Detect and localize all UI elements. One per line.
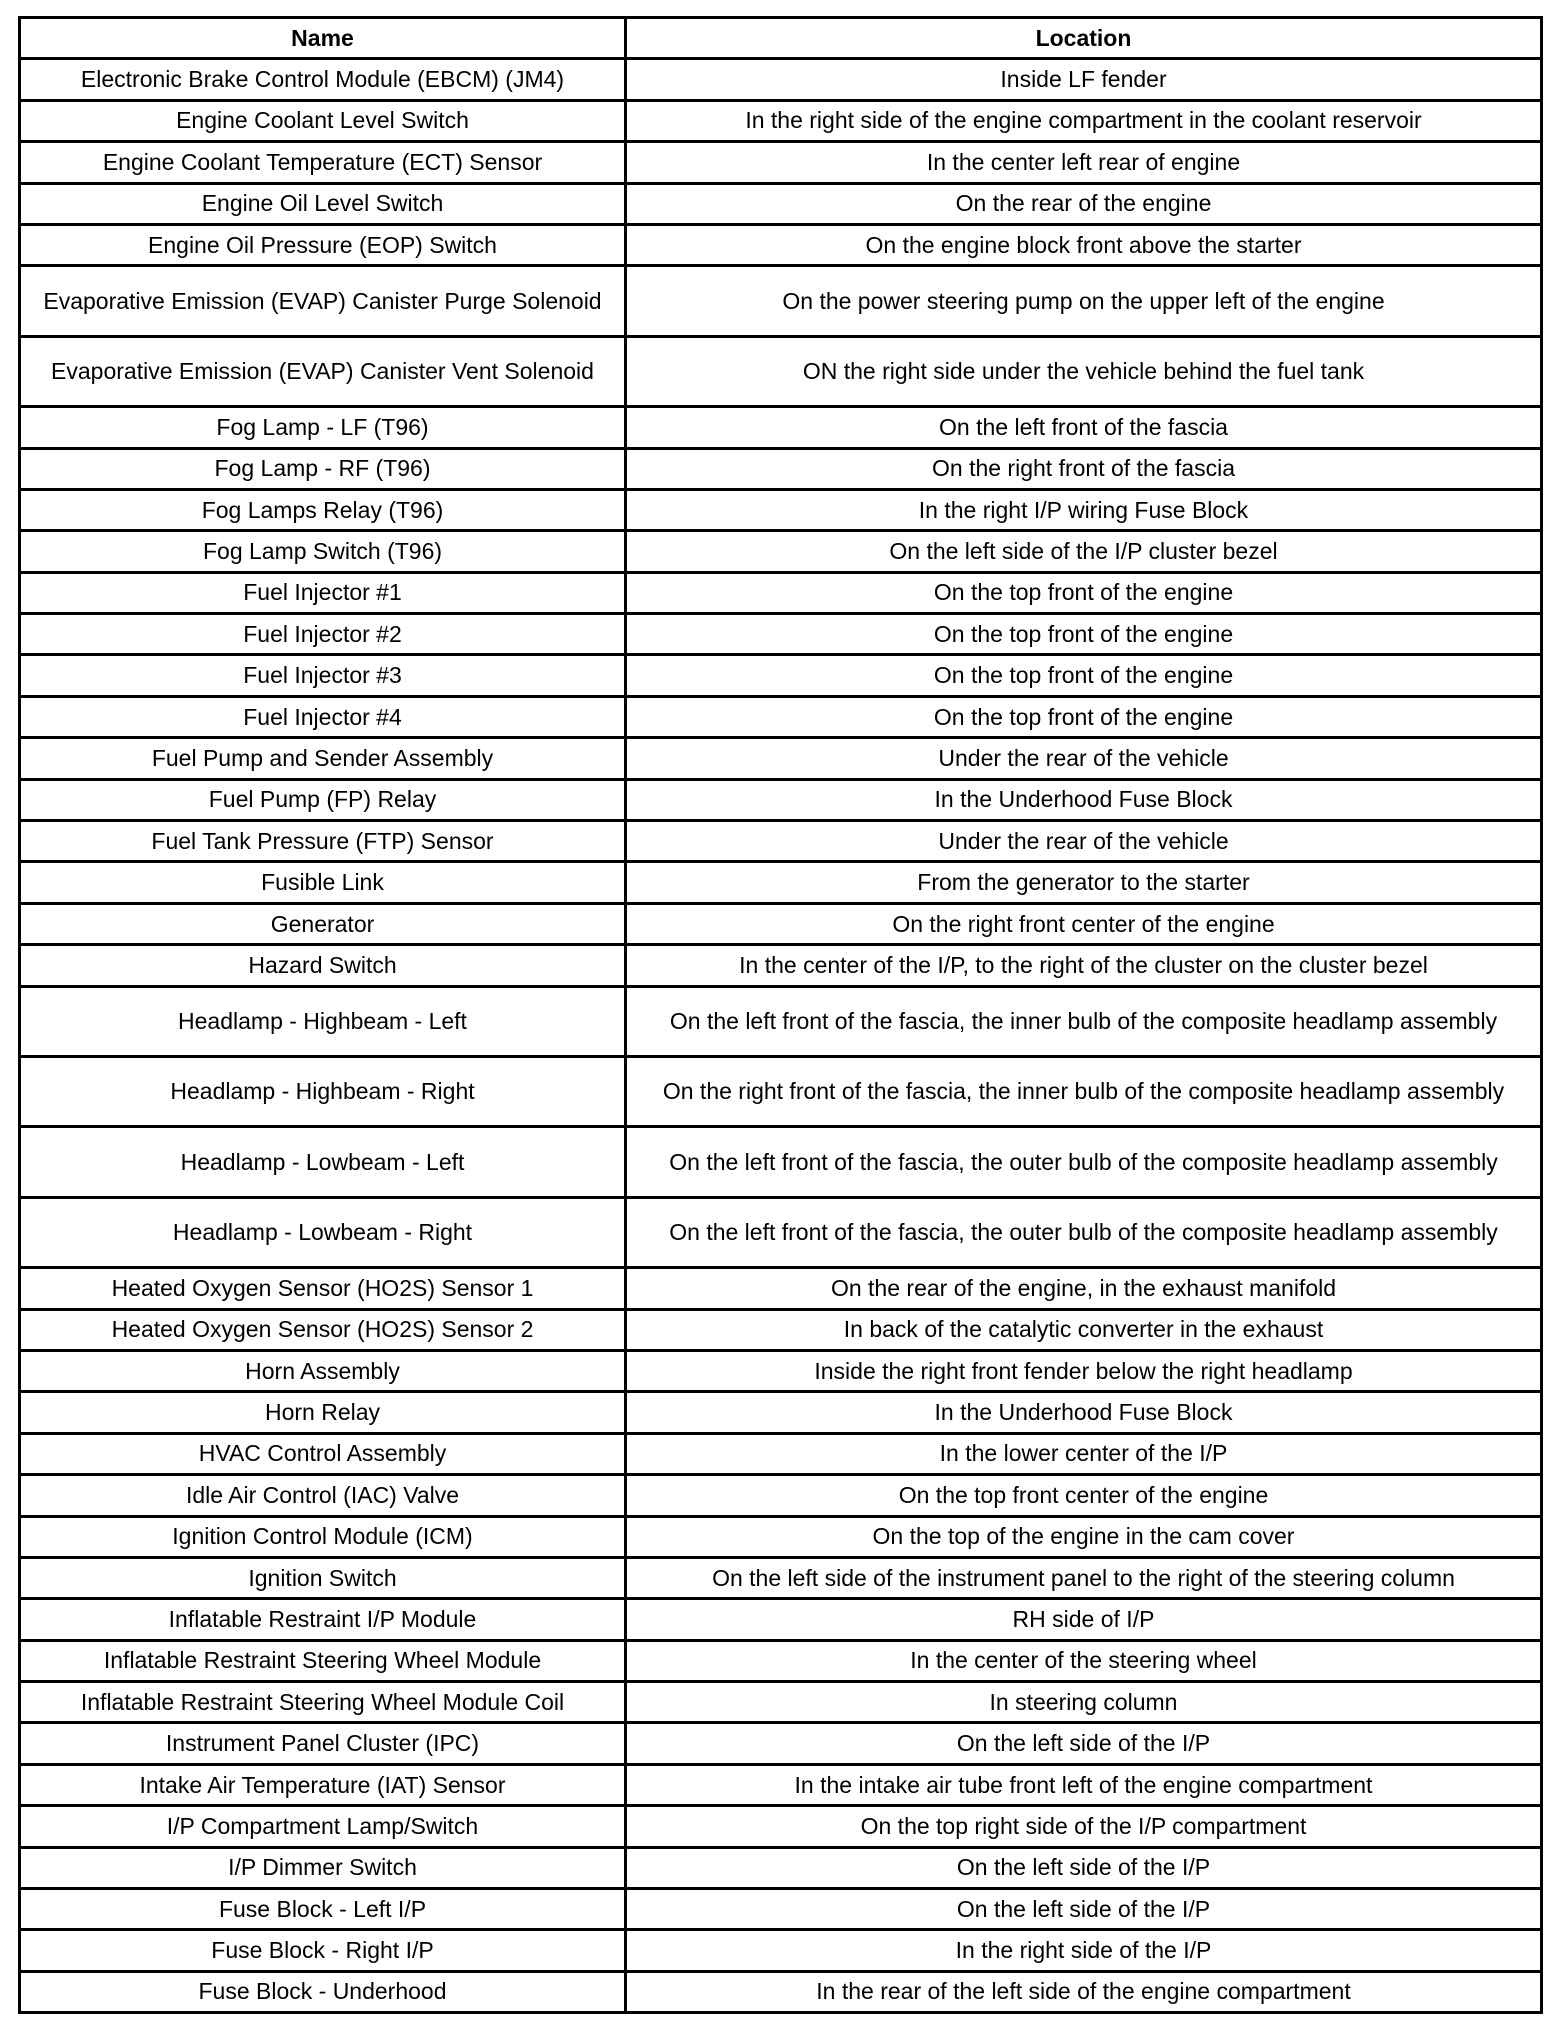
component-name-cell: Fog Lamps Relay (T96) bbox=[20, 489, 626, 530]
component-location-cell: ON the right side under the vehicle behind the fuel tank bbox=[626, 336, 1542, 406]
table-row bbox=[20, 489, 1542, 530]
component-location-cell: In the right side of the I/P bbox=[626, 1930, 1542, 1971]
component-location-cell: On the left side of the I/P bbox=[626, 1723, 1542, 1764]
component-name-cell: I/P Compartment Lamp/Switch bbox=[20, 1806, 626, 1847]
component-name-cell: Ignition Switch bbox=[20, 1557, 626, 1598]
table-row bbox=[20, 531, 1542, 572]
component-name-cell: Fuel Injector #4 bbox=[20, 696, 626, 737]
table-row bbox=[20, 945, 1542, 986]
component-location-cell: On the left front of the fascia, the outer bulb of the composite headlamp assembly bbox=[626, 1197, 1542, 1267]
component-name-cell: Headlamp - Lowbeam - Right bbox=[20, 1197, 626, 1267]
component-location-cell: On the top front of the engine bbox=[626, 696, 1542, 737]
component-name-cell: Idle Air Control (IAC) Valve bbox=[20, 1475, 626, 1516]
component-location-cell: On the top right side of the I/P compartment bbox=[626, 1806, 1542, 1847]
table-row bbox=[20, 266, 1542, 336]
component-location-cell: In the Underhood Fuse Block bbox=[626, 779, 1542, 820]
component-location-cell: On the left side of the I/P bbox=[626, 1847, 1542, 1888]
table-row bbox=[20, 1309, 1542, 1350]
table-row bbox=[20, 655, 1542, 696]
table-row bbox=[20, 1847, 1542, 1888]
table-row bbox=[20, 100, 1542, 141]
component-location-cell: From the generator to the starter bbox=[626, 862, 1542, 903]
component-location-cell: On the left front of the fascia bbox=[626, 407, 1542, 448]
table-row bbox=[20, 614, 1542, 655]
component-location-cell: On the left side of the I/P cluster bezel bbox=[626, 531, 1542, 572]
component-name-cell: HVAC Control Assembly bbox=[20, 1433, 626, 1474]
component-name-cell: Ignition Control Module (ICM) bbox=[20, 1516, 626, 1557]
component-location-cell: In the intake air tube front left of the engine compartment bbox=[626, 1764, 1542, 1805]
table-row bbox=[20, 142, 1542, 183]
component-location-cell: In back of the catalytic converter in the exhaust bbox=[626, 1309, 1542, 1350]
component-location-cell: In the center left rear of engine bbox=[626, 142, 1542, 183]
component-name-cell: Inflatable Restraint I/P Module bbox=[20, 1599, 626, 1640]
component-location-cell: On the top front of the engine bbox=[626, 572, 1542, 613]
component-name-cell: Engine Coolant Temperature (ECT) Sensor bbox=[20, 142, 626, 183]
table-row bbox=[20, 1806, 1542, 1847]
component-location-table bbox=[18, 16, 1543, 2014]
component-name-cell: Generator bbox=[20, 903, 626, 944]
table-row bbox=[20, 1971, 1542, 2012]
component-location-cell: On the engine block front above the starter bbox=[626, 224, 1542, 265]
component-name-cell: Fog Lamp - RF (T96) bbox=[20, 448, 626, 489]
table-row bbox=[20, 1350, 1542, 1391]
component-location-cell: On the top front of the engine bbox=[626, 614, 1542, 655]
component-location-cell: In the right side of the engine compartment in the coolant reservoir bbox=[626, 100, 1542, 141]
component-name-cell: Fog Lamp Switch (T96) bbox=[20, 531, 626, 572]
component-name-cell: Fuel Injector #3 bbox=[20, 655, 626, 696]
component-name-cell: Hazard Switch bbox=[20, 945, 626, 986]
component-location-cell: In the Underhood Fuse Block bbox=[626, 1392, 1542, 1433]
component-location-cell: In the lower center of the I/P bbox=[626, 1433, 1542, 1474]
component-location-cell: On the power steering pump on the upper left of the engine bbox=[626, 266, 1542, 336]
component-location-cell: On the top front of the engine bbox=[626, 655, 1542, 696]
component-location-cell: On the top front center of the engine bbox=[626, 1475, 1542, 1516]
table-row bbox=[20, 59, 1542, 100]
table-header-row bbox=[20, 18, 1542, 59]
component-name-cell: Heated Oxygen Sensor (HO2S) Sensor 1 bbox=[20, 1268, 626, 1309]
component-name-cell: Headlamp - Lowbeam - Left bbox=[20, 1127, 626, 1197]
component-name-cell: Inflatable Restraint Steering Wheel Module bbox=[20, 1640, 626, 1681]
component-name-cell: Evaporative Emission (EVAP) Canister Purge Solenoid bbox=[20, 266, 626, 336]
component-name-cell: Fuse Block - Underhood bbox=[20, 1971, 626, 2012]
component-name-cell: Engine Oil Level Switch bbox=[20, 183, 626, 224]
component-name-cell: Fuse Block - Left I/P bbox=[20, 1889, 626, 1930]
component-name-cell: Intake Air Temperature (IAT) Sensor bbox=[20, 1764, 626, 1805]
table-row bbox=[20, 1475, 1542, 1516]
component-location-cell: In the right I/P wiring Fuse Block bbox=[626, 489, 1542, 530]
table-row bbox=[20, 738, 1542, 779]
table-row bbox=[20, 1640, 1542, 1681]
component-location-cell: RH side of I/P bbox=[626, 1599, 1542, 1640]
component-name-cell: Horn Relay bbox=[20, 1392, 626, 1433]
component-name-cell: Engine Coolant Level Switch bbox=[20, 100, 626, 141]
component-location-cell: On the rear of the engine bbox=[626, 183, 1542, 224]
table-row bbox=[20, 862, 1542, 903]
component-location-cell: On the top of the engine in the cam cover bbox=[626, 1516, 1542, 1557]
table-row bbox=[20, 1516, 1542, 1557]
table-row bbox=[20, 986, 1542, 1056]
component-location-cell: On the right front of the fascia, the inner bulb of the composite headlamp assembly bbox=[626, 1056, 1542, 1126]
location-column-header: Location bbox=[626, 18, 1542, 59]
table-row bbox=[20, 1764, 1542, 1805]
component-location-cell: In the center of the steering wheel bbox=[626, 1640, 1542, 1681]
component-location-cell: On the rear of the engine, in the exhaust manifold bbox=[626, 1268, 1542, 1309]
component-location-cell: Inside the right front fender below the right headlamp bbox=[626, 1350, 1542, 1391]
component-location-cell: On the right front of the fascia bbox=[626, 448, 1542, 489]
table-row bbox=[20, 572, 1542, 613]
component-name-cell: Headlamp - Highbeam - Left bbox=[20, 986, 626, 1056]
component-name-cell: Heated Oxygen Sensor (HO2S) Sensor 2 bbox=[20, 1309, 626, 1350]
table-body bbox=[20, 59, 1542, 2013]
table-row bbox=[20, 1930, 1542, 1971]
table-row bbox=[20, 821, 1542, 862]
table-row bbox=[20, 1056, 1542, 1126]
component-location-cell: In the center of the I/P, to the right of the cluster on the cluster bezel bbox=[626, 945, 1542, 986]
table-row bbox=[20, 183, 1542, 224]
table-row bbox=[20, 1889, 1542, 1930]
component-name-cell: Electronic Brake Control Module (EBCM) (JM4) bbox=[20, 59, 626, 100]
component-name-cell: Fuel Injector #2 bbox=[20, 614, 626, 655]
component-name-cell: Fuel Pump and Sender Assembly bbox=[20, 738, 626, 779]
table-row bbox=[20, 1557, 1542, 1598]
table-row bbox=[20, 903, 1542, 944]
name-column-header: Name bbox=[20, 18, 626, 59]
table-row bbox=[20, 224, 1542, 265]
table-row bbox=[20, 407, 1542, 448]
table-row bbox=[20, 1723, 1542, 1764]
component-location-cell: In steering column bbox=[626, 1682, 1542, 1723]
component-location-cell: Under the rear of the vehicle bbox=[626, 738, 1542, 779]
table-row bbox=[20, 1392, 1542, 1433]
component-name-cell: Fuel Tank Pressure (FTP) Sensor bbox=[20, 821, 626, 862]
table-row bbox=[20, 696, 1542, 737]
component-name-cell: Fuel Injector #1 bbox=[20, 572, 626, 613]
table-row bbox=[20, 779, 1542, 820]
component-location-cell: Under the rear of the vehicle bbox=[626, 821, 1542, 862]
component-location-cell: On the left side of the I/P bbox=[626, 1889, 1542, 1930]
table-row bbox=[20, 1127, 1542, 1197]
table-row bbox=[20, 1682, 1542, 1723]
component-name-cell: Evaporative Emission (EVAP) Canister Vent Solenoid bbox=[20, 336, 626, 406]
component-location-cell: On the left side of the instrument panel to the right of the steering column bbox=[626, 1557, 1542, 1598]
table-row bbox=[20, 1197, 1542, 1267]
component-location-cell: On the left front of the fascia, the outer bulb of the composite headlamp assembly bbox=[626, 1127, 1542, 1197]
component-location-cell: In the rear of the left side of the engine compartment bbox=[626, 1971, 1542, 2012]
table-row bbox=[20, 448, 1542, 489]
component-name-cell: Horn Assembly bbox=[20, 1350, 626, 1391]
table-row bbox=[20, 1599, 1542, 1640]
table-row bbox=[20, 1268, 1542, 1309]
table-row bbox=[20, 1433, 1542, 1474]
component-name-cell: Engine Oil Pressure (EOP) Switch bbox=[20, 224, 626, 265]
component-name-cell: Fog Lamp - LF (T96) bbox=[20, 407, 626, 448]
component-name-cell: Fuel Pump (FP) Relay bbox=[20, 779, 626, 820]
component-location-cell: On the left front of the fascia, the inner bulb of the composite headlamp assembly bbox=[626, 986, 1542, 1056]
component-name-cell: Fusible Link bbox=[20, 862, 626, 903]
component-name-cell: Inflatable Restraint Steering Wheel Module Coil bbox=[20, 1682, 626, 1723]
table-row bbox=[20, 336, 1542, 406]
component-name-cell: I/P Dimmer Switch bbox=[20, 1847, 626, 1888]
component-name-cell: Instrument Panel Cluster (IPC) bbox=[20, 1723, 626, 1764]
component-name-cell: Headlamp - Highbeam - Right bbox=[20, 1056, 626, 1126]
component-location-cell: On the right front center of the engine bbox=[626, 903, 1542, 944]
component-location-cell: Inside LF fender bbox=[626, 59, 1542, 100]
component-name-cell: Fuse Block - Right I/P bbox=[20, 1930, 626, 1971]
